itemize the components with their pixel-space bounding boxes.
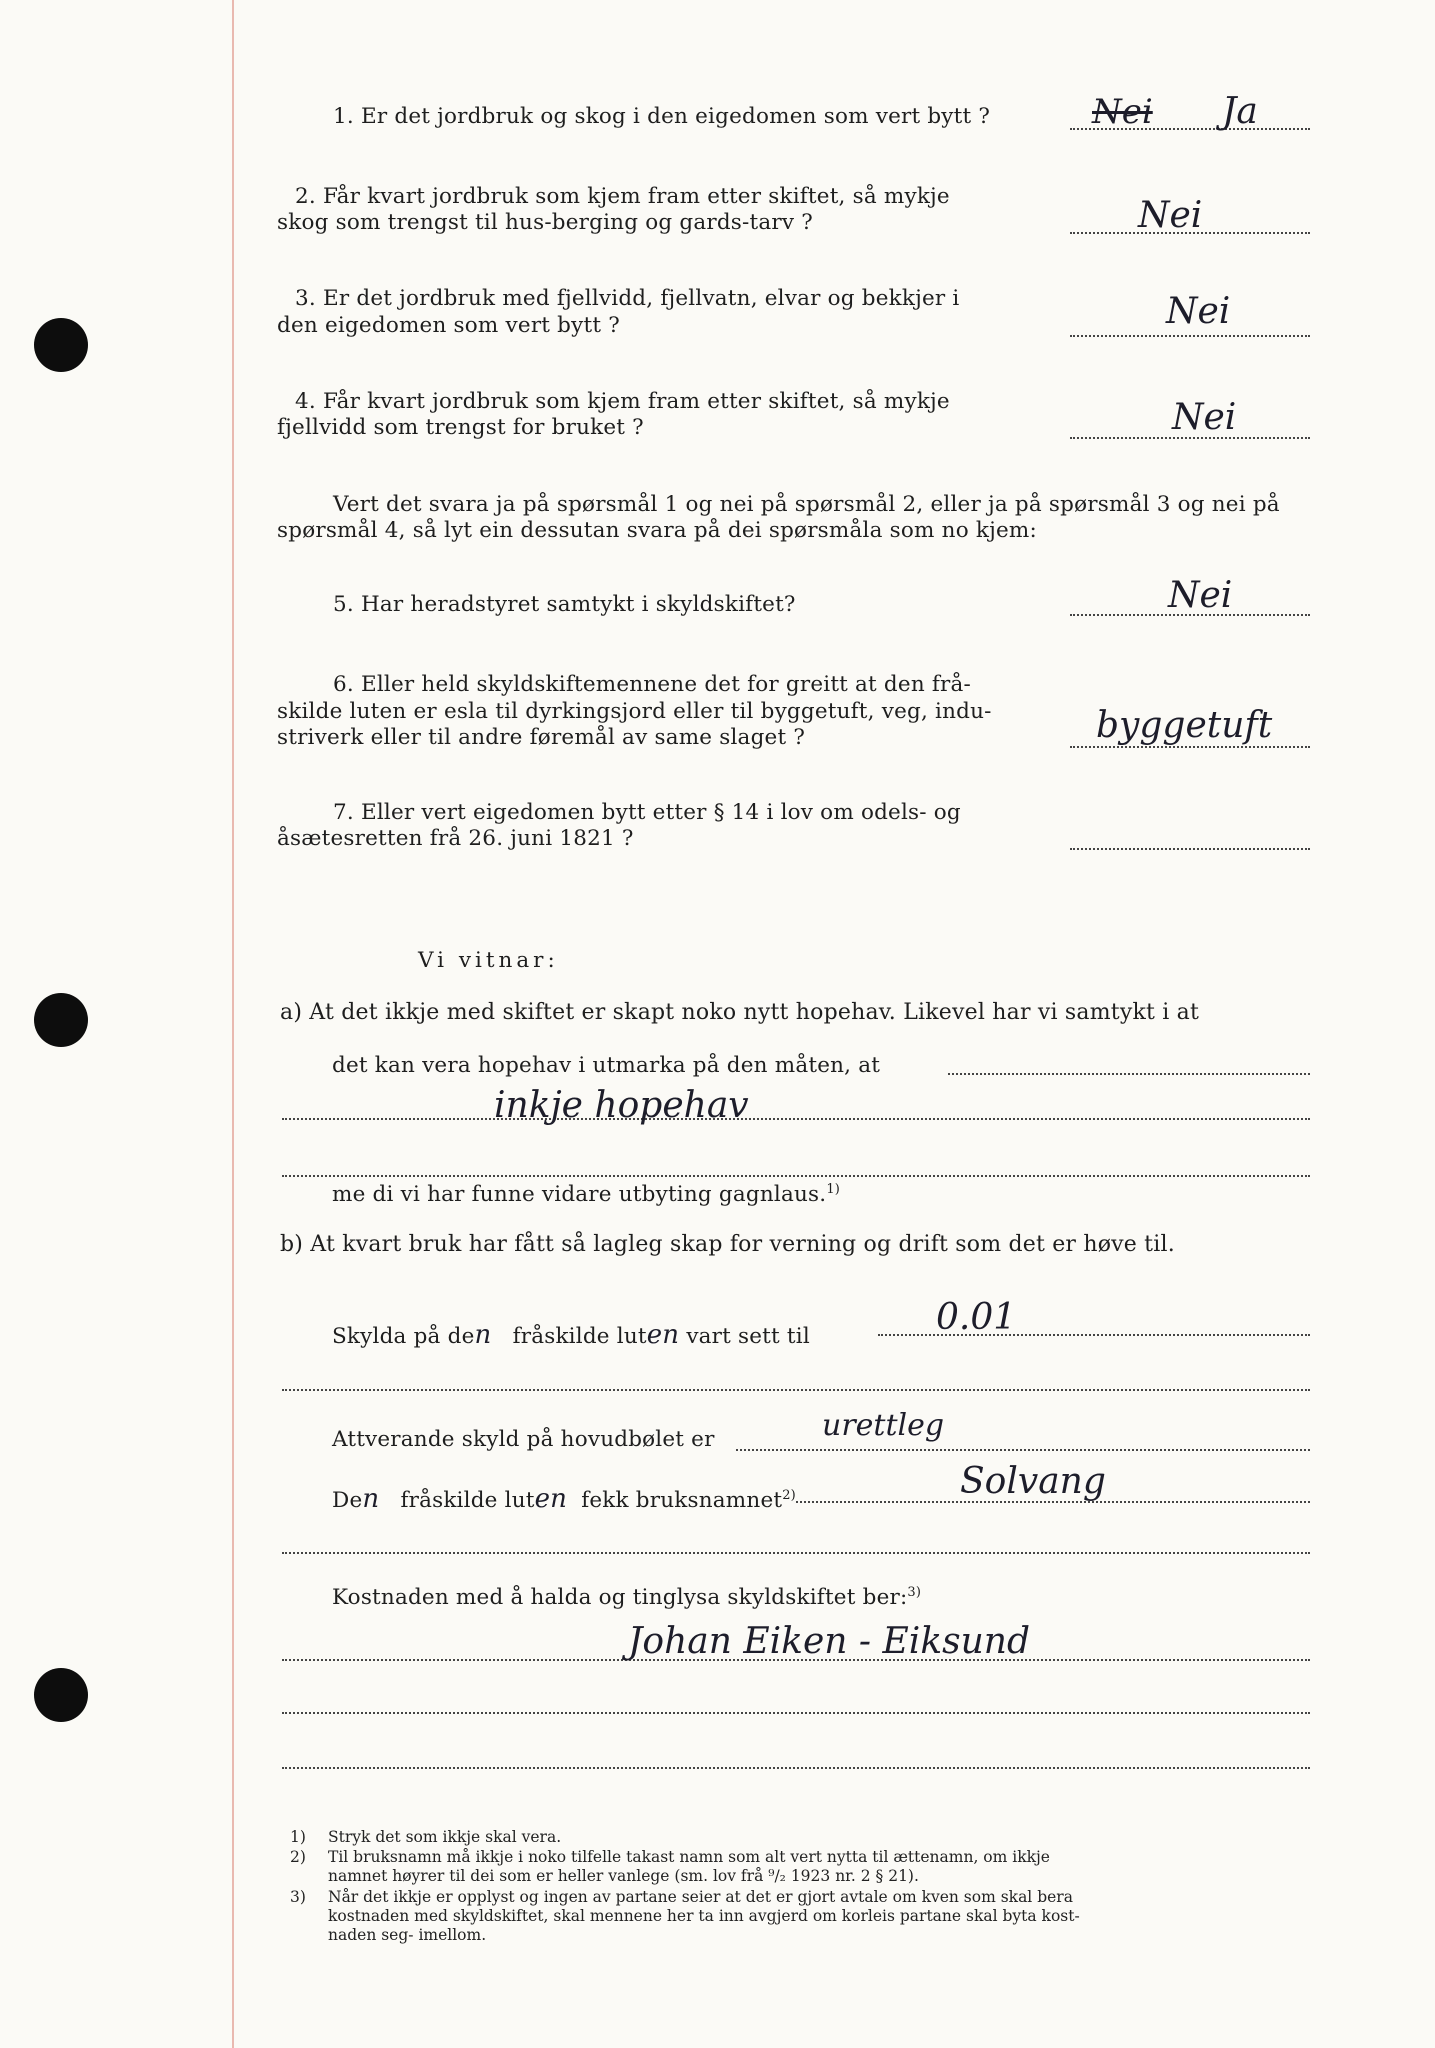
bruksnamn-extra-line (282, 1552, 1310, 1554)
skyld-value: 0.01 (936, 1297, 1017, 1338)
vitnar-heading: Vi vitnar: (418, 948, 559, 973)
footnote-2-ref: 2) (290, 1848, 306, 1866)
footnote-3-line-2: kostnaden med skyldskiftet, skal mennene her ta inn avgjerd om korleis partane skal byta kost- (328, 1907, 1080, 1925)
footnote-ref-1: 1) (826, 1181, 841, 1197)
answer-line-7 (1070, 848, 1310, 850)
question-1: 1. Er det jordbruk og skog i den eigedomen som vert bytt ? (333, 104, 991, 129)
answer-4: Nei (1172, 397, 1237, 438)
answer-6: byggetuft (1096, 705, 1273, 746)
skyld-label: Skylda på den fråskilde luten vart sett til (332, 1320, 810, 1350)
kostnad-label: Kostnaden med å halda og tinglysa skyldskiftet ber:$^{3)}$ (332, 1584, 922, 1610)
footnote-1-ref: 1) (290, 1828, 306, 1846)
bruksnamn-label: Den fråskilde luten fekk bruksnamnet$^{2)}$ (332, 1484, 796, 1514)
question-2-line-2: skog som trengst til hus-berging og gards-tarv ? (277, 210, 813, 235)
kostnad-line-3 (282, 1767, 1310, 1769)
footnote-3-ref: 3) (290, 1888, 306, 1906)
question-6-line-3: striverk eller til andre føremål av same slaget ? (277, 725, 806, 750)
question-3-line-2: den eigedomen som vert bytt ? (277, 313, 620, 338)
question-6-line-2: skilde luten er esla til dyrkingsjord eller til byggetuft, veg, indu- (277, 699, 992, 724)
footnote-3-line-1: Når det ikkje er opplyst og ingen av partane seier at det er gjort avtale om kven som skal bera (328, 1888, 1073, 1906)
answer-1: Ja (1222, 91, 1258, 132)
margin-rule (232, 0, 234, 2048)
vitnar-b-line: b) At kvart bruk har fått så lagleg skap for verning og drift som det er høve til. (280, 1232, 1175, 1257)
intro-line-1: Vert det svara ja på spørsmål 1 og nei på spørsmål 2, eller ja på spørsmål 3 og nei på (333, 492, 1280, 517)
question-4-line-1: 4. Får kvart jordbruk som kjem fram etter skiftet, så mykje (295, 389, 950, 414)
answer-3: Nei (1166, 291, 1231, 332)
footnote-1: Stryk det som ikkje skal vera. (328, 1828, 562, 1846)
answer-1-struck: Nei (1092, 92, 1153, 132)
answer-line-6 (1070, 746, 1310, 748)
question-2-line-1: 2. Får kvart jordbruk som kjem fram etter skiftet, så mykje (295, 184, 950, 209)
footnote-2-line-2: namnet høyrer til dei som er heller vanlege (sm. lov frå ⁹/₂ 1923 nr. 2 § 21). (328, 1867, 919, 1885)
kostnad-value: Johan Eiken - Eiksund (628, 1621, 1031, 1662)
question-3-line-1: 3. Er det jordbruk med fjellvidd, fjellvatn, elvar og bekkjer i (295, 286, 960, 311)
question-7-line-1: 7. Eller vert eigedomen bytt etter § 14 i lov om odels- og (333, 800, 961, 825)
hopehav-line-1 (948, 1073, 1310, 1075)
answer-line-3 (1070, 335, 1310, 337)
punch-hole (34, 318, 88, 372)
kostnad-line-2 (282, 1712, 1310, 1714)
question-7-line-2: åsætesretten frå 26. juni 1821 ? (277, 826, 634, 851)
vitnar-a-line-3: me di vi har funne vidare utbyting gagnlaus.$^{1)}$ (332, 1181, 841, 1207)
attverande-value: urettleg (822, 1408, 945, 1443)
question-5: 5. Har heradstyret samtykt i skyldskiftet? (333, 592, 796, 617)
footnote-2-line-1: Til bruksnamn må ikkje i noko tilfelle takast namn som alt vert nytta til ættenamn, om ikkje (328, 1848, 1050, 1866)
bruksnamn-value: Solvang (960, 1461, 1106, 1502)
attverande-label: Attverande skyld på hovudbølet er (332, 1427, 715, 1452)
question-6-line-1: 6. Eller held skyldskiftemennene det for greitt at den frå- (333, 672, 972, 697)
answer-2: Nei (1138, 195, 1203, 236)
hopehav-line-3 (282, 1175, 1310, 1177)
punch-hole (34, 1668, 88, 1722)
punch-hole (34, 993, 88, 1047)
skyld-extra-line (282, 1389, 1310, 1391)
hopehav-answer: inkje hopehav (494, 1085, 749, 1126)
footnote-ref-2: 2) (782, 1487, 796, 1503)
vitnar-a-line-2: det kan vera hopehav i utmarka på den måten, at (332, 1053, 881, 1078)
footnote-3-line-3: naden seg- imellom. (328, 1926, 487, 1944)
hopehav-line-2 (282, 1118, 1310, 1120)
question-4-line-2: fjellvidd som trengst for bruket ? (277, 415, 644, 440)
intro-line-2: spørsmål 4, så lyt ein dessutan svara på dei spørsmåla som no kjem: (277, 518, 1037, 543)
footnote-ref-3: 3) (907, 1584, 922, 1600)
vitnar-a-line-1: a) At det ikkje med skiftet er skapt noko nytt hopehav. Likevel har vi samtykt i at (280, 1000, 1200, 1025)
attverande-line (736, 1449, 1310, 1451)
answer-5: Nei (1168, 575, 1233, 616)
